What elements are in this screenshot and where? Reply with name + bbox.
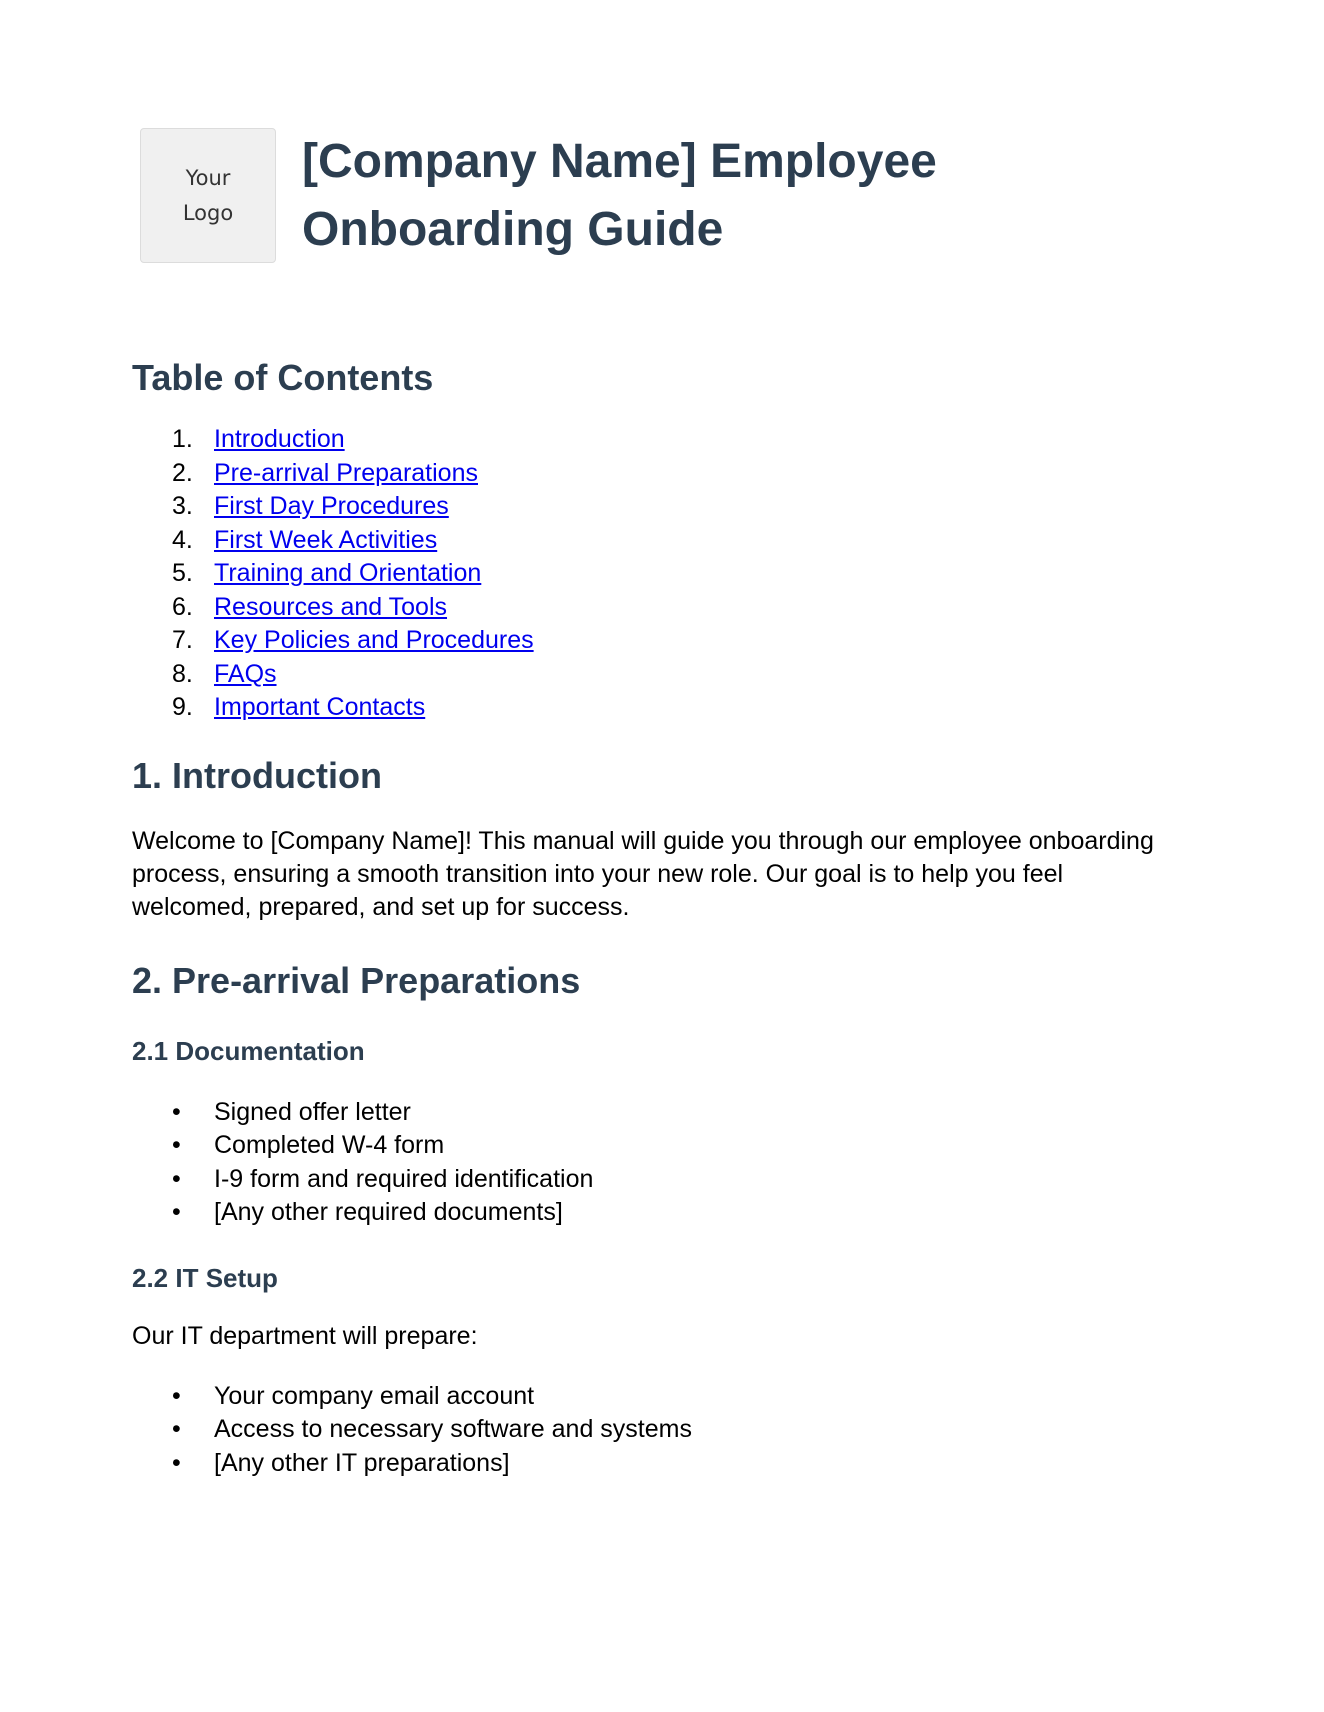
- toc-link-contacts[interactable]: Important Contacts: [214, 693, 426, 721]
- table-of-contents: [132, 423, 1192, 725]
- toc-item-number: 2.: [172, 458, 193, 487]
- bullet-icon: •: [172, 1448, 181, 1477]
- list-item-text: Signed offer letter: [214, 1097, 411, 1126]
- toc-item: [132, 691, 1192, 725]
- it-setup-intro: Our IT department will prepare:: [132, 1321, 478, 1350]
- bullet-icon: •: [172, 1415, 181, 1443]
- bullet-icon: •: [172, 1198, 181, 1226]
- document-title-line2: Onboarding Guide: [302, 203, 724, 256]
- it-setup-list: [132, 1380, 1192, 1481]
- toc-link-resources[interactable]: Resources and Tools: [214, 592, 448, 621]
- list-item-text: I-9 form and required identification: [214, 1164, 594, 1193]
- bullet-icon: •: [172, 1164, 181, 1193]
- document-body: [132, 355, 1192, 1480]
- toc-item: [132, 624, 1192, 658]
- toc-link-first-day[interactable]: First Day Procedures: [214, 492, 449, 520]
- bullet-icon: •: [172, 1381, 181, 1410]
- list-item: [132, 1380, 1192, 1414]
- logo-text-line1: Your: [185, 165, 231, 190]
- toc-item: [132, 591, 1192, 625]
- document-title: [302, 128, 1002, 264]
- bullet-icon: •: [172, 1097, 181, 1126]
- toc-link-policies[interactable]: Key Policies and Procedures: [214, 626, 534, 654]
- toc-item: [132, 524, 1192, 558]
- it-setup-heading: 2.2 IT Setup: [132, 1262, 278, 1293]
- list-item: [132, 1163, 1192, 1197]
- toc-item-number: 6.: [172, 592, 193, 621]
- toc-item-number: 5.: [172, 559, 193, 587]
- toc-item: [132, 557, 1192, 591]
- pre-arrival-heading: 2. Pre-arrival Preparations: [132, 959, 581, 1001]
- toc-link-pre-arrival[interactable]: Pre-arrival Preparations: [214, 458, 478, 487]
- toc-item-number: 8.: [172, 659, 193, 688]
- introduction-paragraph: [132, 825, 1192, 924]
- toc-item-number: 1.: [172, 425, 193, 453]
- list-item-text: Your company email account: [214, 1381, 535, 1410]
- toc-item-number: 7.: [172, 626, 193, 654]
- introduction-line: Welcome to [Company Name]! This manual will guide you through our employee onboarding: [132, 826, 1154, 855]
- list-item-text: [Any other IT preparations]: [214, 1448, 510, 1477]
- list-item-text: Completed W-4 form: [214, 1131, 445, 1159]
- toc-link-training[interactable]: Training and Orientation: [214, 559, 482, 587]
- toc-item-number: 9.: [172, 693, 193, 721]
- toc-item: [132, 423, 1192, 457]
- introduction-heading: 1. Introduction: [132, 754, 382, 796]
- document-header: [140, 128, 1002, 264]
- list-item: [132, 1413, 1192, 1447]
- list-item: [132, 1096, 1192, 1130]
- logo-placeholder: [140, 128, 276, 263]
- list-item: [132, 1196, 1192, 1230]
- introduction-line: welcomed, prepared, and set up for success.: [132, 892, 630, 921]
- logo-text-line2: Logo: [182, 200, 234, 225]
- toc-item-number: 3.: [172, 492, 193, 520]
- toc-item: [132, 490, 1192, 524]
- toc-heading: Table of Contents: [132, 357, 434, 398]
- list-item-text: [Any other required documents]: [214, 1198, 563, 1226]
- toc-item-number: 4.: [172, 525, 193, 554]
- introduction-line: process, ensuring a smooth transition into your new role. Our goal is to help you feel: [132, 859, 1064, 888]
- toc-link-first-week[interactable]: First Week Activities: [214, 525, 438, 554]
- toc-link-introduction[interactable]: Introduction: [214, 425, 345, 453]
- toc-item: [132, 457, 1192, 491]
- list-item-text: Access to necessary software and systems: [214, 1415, 692, 1443]
- list-item: [132, 1447, 1192, 1481]
- list-item: [132, 1129, 1192, 1163]
- toc-item: [132, 658, 1192, 692]
- document-title-line1: [Company Name] Employee: [302, 135, 937, 188]
- toc-link-faqs[interactable]: FAQs: [214, 659, 277, 688]
- documentation-list: [132, 1096, 1192, 1230]
- bullet-icon: •: [172, 1131, 181, 1159]
- documentation-heading: 2.1 Documentation: [132, 1035, 365, 1066]
